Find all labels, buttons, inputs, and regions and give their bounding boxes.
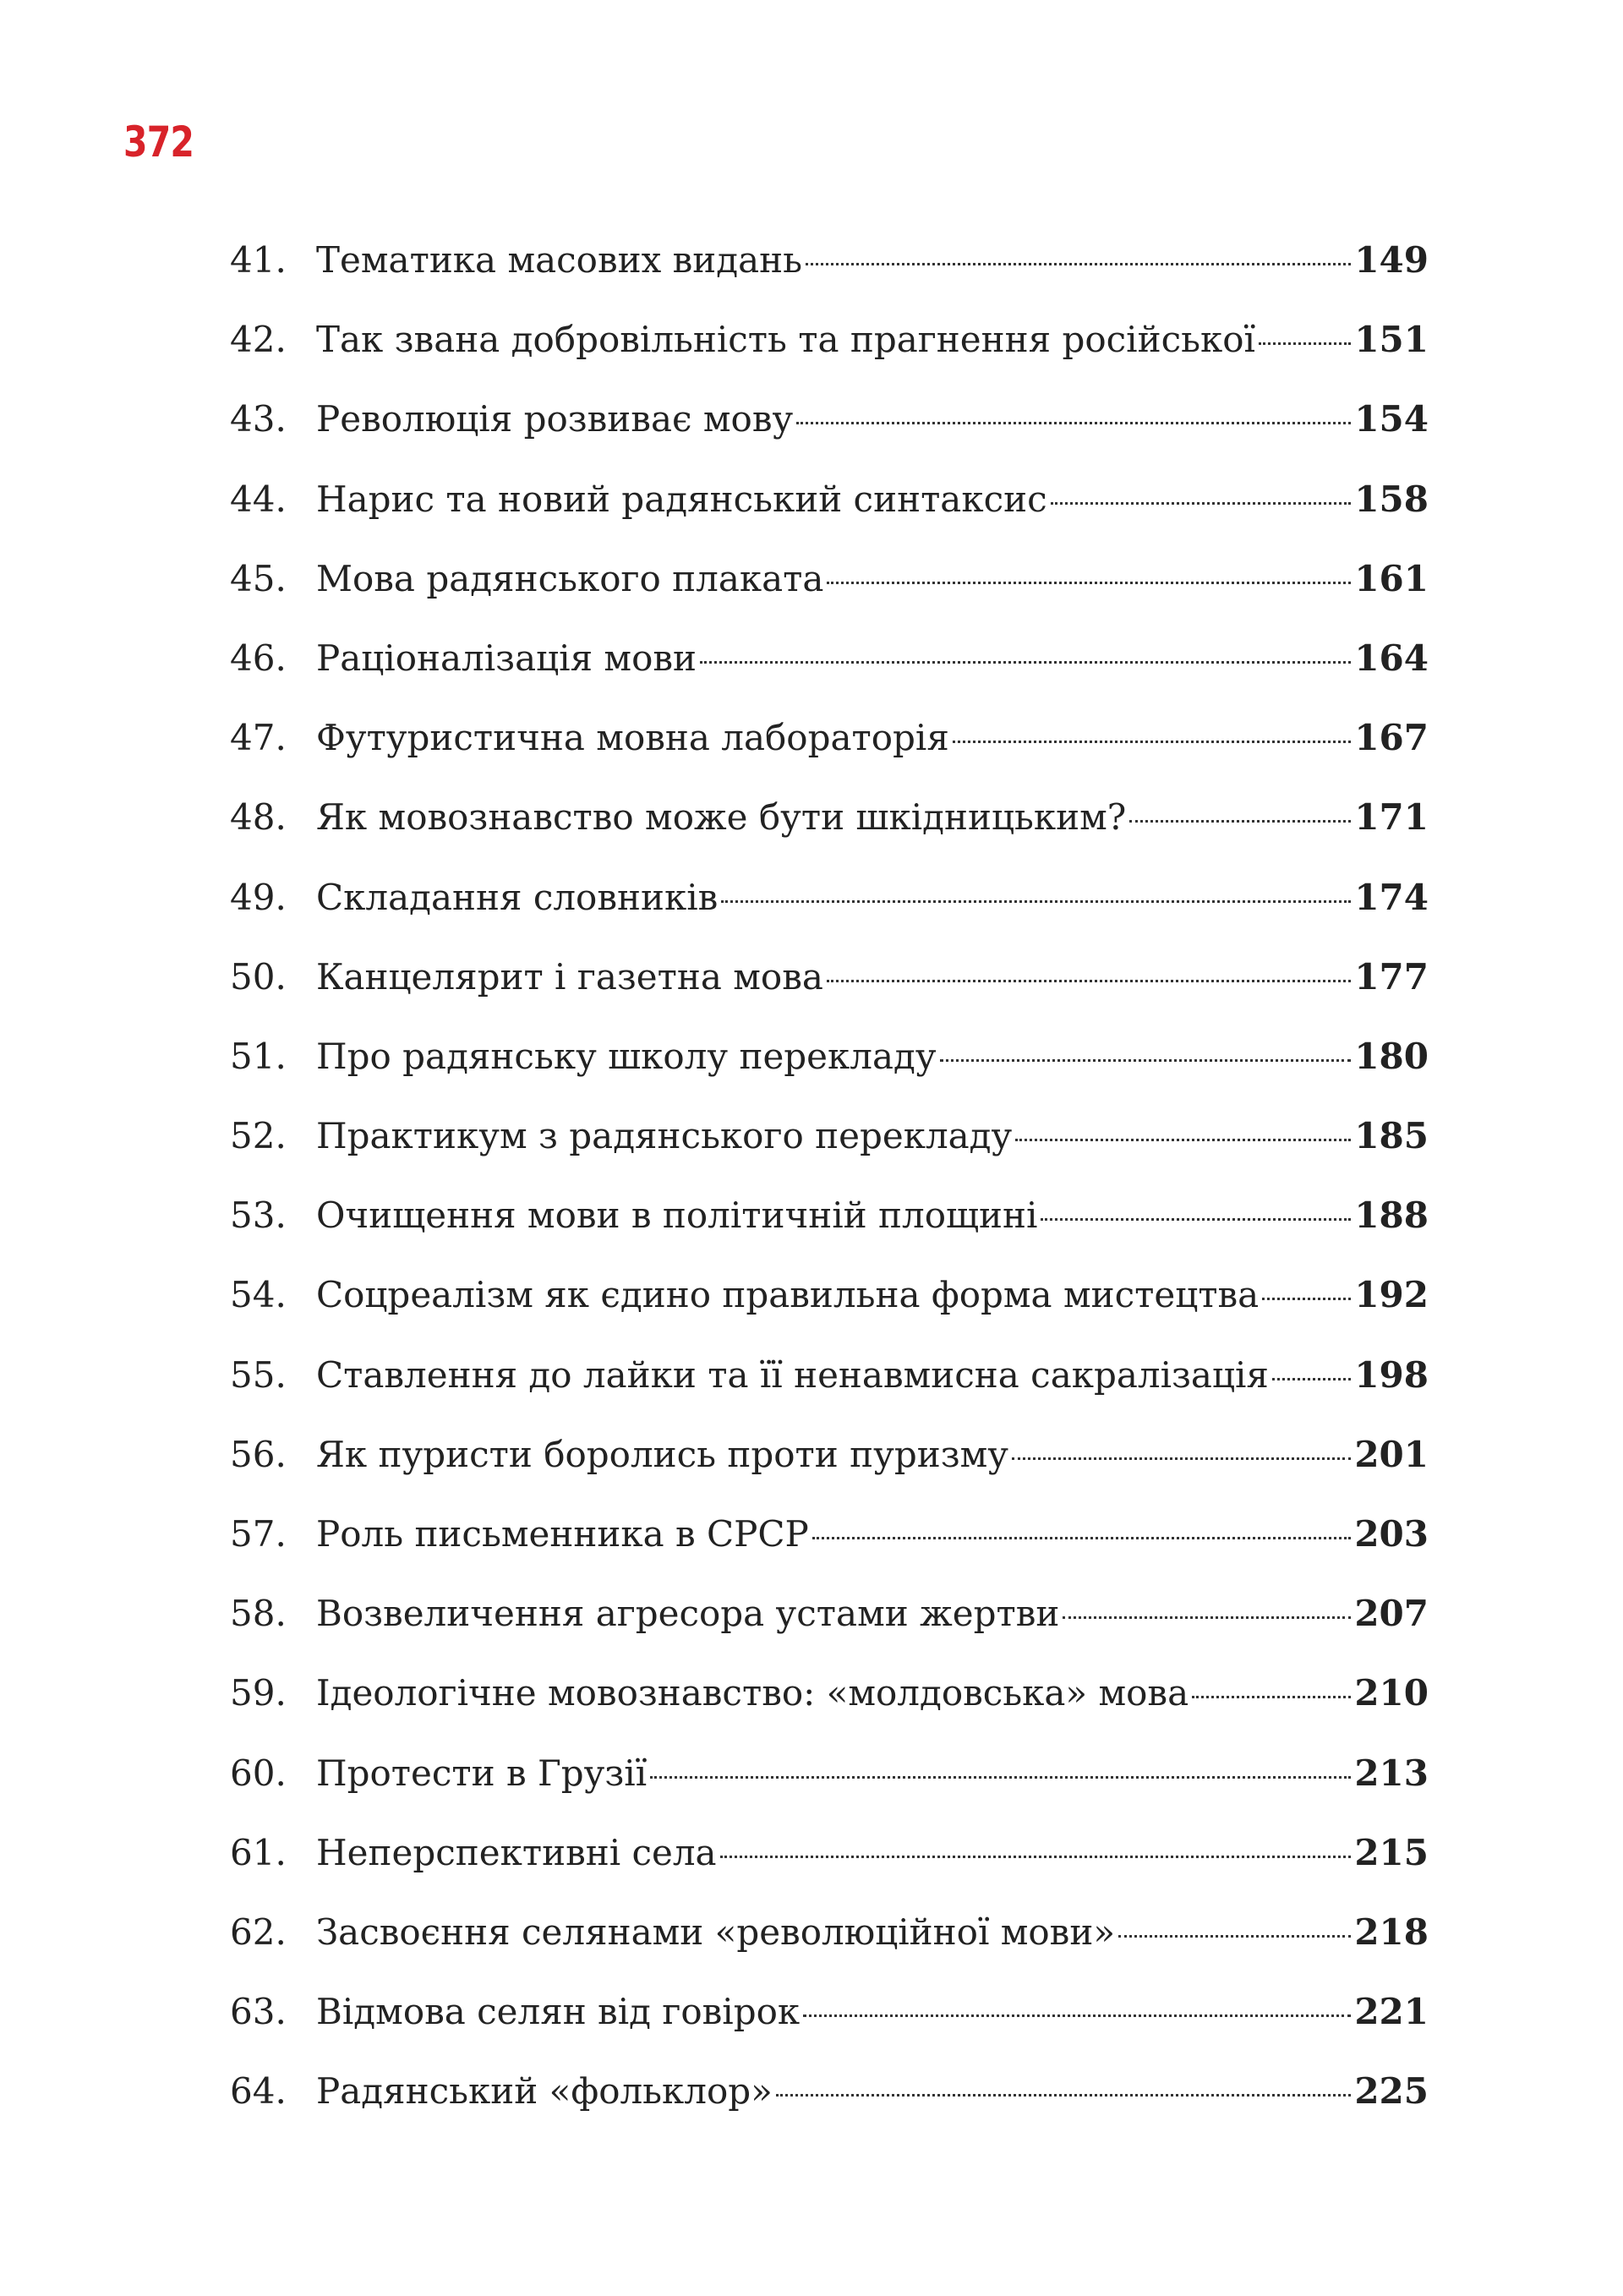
dot-leader [812,1537,1352,1539]
toc-entry-page: 171 [1354,796,1429,839]
toc-entry-page: 188 [1354,1194,1429,1237]
toc-entry [230,1987,1429,2066]
dot-leader [721,900,1351,903]
toc-entry [230,1907,1429,1987]
toc-entry-number: 50. [230,955,287,998]
dot-leader [700,661,1351,664]
toc-entry [230,792,1429,872]
toc-entry-page: 174 [1354,876,1429,918]
toc-entry-number: 41. [230,239,287,281]
toc-entry-page: 221 [1354,1991,1429,2033]
toc-entry-number: 62. [230,1911,287,1953]
toc-entry-number: 55. [230,1353,287,1396]
dot-leader [1063,1616,1351,1619]
toc-entry-title: Раціоналізація мови [316,637,697,679]
toc-entry [230,1111,1429,1190]
toc-entry-page: 177 [1354,955,1429,998]
toc-entry [230,872,1429,952]
table-of-contents [230,235,1429,2146]
toc-entry-page: 207 [1354,1593,1429,1635]
toc-entry-title: Так звана добровільність та прагнення російської [316,319,1255,361]
toc-entry-page: 201 [1354,1433,1429,1475]
toc-entry [230,1748,1429,1828]
toc-entry-page: 218 [1354,1911,1429,1953]
toc-entry [230,1588,1429,1668]
toc-entry-title: Протести в Грузії [316,1752,648,1794]
page-number: 372 [123,118,194,167]
dot-leader [1272,1378,1351,1380]
toc-entry [230,1430,1429,1509]
toc-entry-page: 210 [1354,1672,1429,1714]
toc-entry-page: 215 [1354,1831,1429,1873]
toc-entry-title: Про радянську школу перекладу [316,1035,937,1077]
toc-entry-title: Неперспективні села [316,1831,717,1873]
dot-leader [1118,1935,1351,1938]
dot-leader [650,1776,1351,1779]
toc-entry-page: 198 [1354,1353,1429,1396]
dot-leader [827,582,1351,584]
toc-entry-page: 164 [1354,637,1429,679]
toc-entry-title: Засвоєння селянами «революційної мови» [316,1911,1116,1953]
dot-leader [1192,1696,1351,1698]
toc-entry-title: Ставлення до лайки та її ненавмисна сакралізація [316,1353,1269,1396]
dot-leader [1051,502,1352,505]
toc-entry-page: 149 [1354,239,1429,281]
toc-entry-title: Як пуристи боролись проти пуризму [316,1433,1008,1475]
toc-entry-number: 43. [230,398,287,440]
dot-leader [1041,1218,1351,1221]
toc-entry-title: Возвеличення агресора устами жертви [316,1593,1060,1635]
toc-entry-title: Мова радянського плаката [316,557,824,599]
toc-entry-page: 161 [1354,557,1429,599]
toc-entry-number: 58. [230,1593,287,1635]
toc-entry [230,1031,1429,1111]
toc-entry-number: 63. [230,1991,287,2033]
toc-entry-page: 167 [1354,717,1429,759]
dot-leader [1129,820,1351,823]
toc-entry-page: 192 [1354,1274,1429,1316]
toc-entry-title: Очищення мови в політичній площині [316,1194,1038,1237]
toc-entry-page: 203 [1354,1513,1429,1555]
toc-entry [230,713,1429,792]
toc-entry [230,1350,1429,1430]
toc-entry-number: 49. [230,876,287,918]
toc-entry-page: 225 [1354,2070,1429,2113]
dot-leader [806,263,1351,265]
toc-entry-title: Відмова селян від говірок [316,1991,801,2033]
dot-leader [776,2094,1352,2096]
toc-entry [230,235,1429,314]
toc-entry [230,554,1429,633]
toc-entry-title: Нарис та новий радянський синтаксис [316,478,1047,520]
dot-leader [1015,1139,1351,1141]
toc-entry-page: 180 [1354,1035,1429,1077]
toc-entry-title: Соцреалізм як єдино правильна форма мистецтва [316,1274,1260,1316]
toc-entry-number: 59. [230,1672,287,1714]
toc-entry [230,394,1429,473]
toc-entry [230,1668,1429,1747]
toc-entry-number: 56. [230,1433,287,1475]
toc-entry [230,474,1429,554]
toc-entry-number: 57. [230,1513,287,1555]
dot-leader [720,1856,1352,1858]
toc-entry-number: 45. [230,557,287,599]
toc-entry-number: 42. [230,319,287,361]
toc-entry-number: 47. [230,717,287,759]
toc-entry-title: Ідеологічне мовознавство: «молдовська» мова [316,1672,1189,1714]
toc-entry-page: 158 [1354,478,1429,520]
dot-leader [1262,1298,1351,1300]
toc-entry-title: Канцелярит і газетна мова [316,955,823,998]
toc-entry-title: Радянський «фольклор» [316,2070,773,2113]
dot-leader [803,2014,1351,2017]
toc-entry-title: Роль письменника в СРСР [316,1513,809,1555]
toc-entry-title: Футуристична мовна лабораторія [316,717,949,759]
toc-entry-number: 46. [230,637,287,679]
toc-entry-page: 154 [1354,398,1429,440]
toc-entry-title: Революція розвиває мову [316,398,794,440]
dot-leader [796,422,1351,424]
toc-entry-title: Складання словників [316,876,719,918]
toc-entry [230,2066,1429,2146]
toc-entry [230,1828,1429,1907]
toc-entry-number: 51. [230,1035,287,1077]
dot-leader [827,980,1351,982]
toc-entry-number: 52. [230,1115,287,1157]
toc-entry [230,633,1429,713]
toc-entry-page: 185 [1354,1115,1429,1157]
toc-entry-number: 48. [230,796,287,839]
toc-entry-number: 64. [230,2070,287,2113]
toc-entry-page: 151 [1354,319,1429,361]
toc-entry-title: Практикум з радянського перекладу [316,1115,1013,1157]
toc-entry-number: 44. [230,478,287,520]
toc-entry [230,1509,1429,1588]
toc-entry-number: 60. [230,1752,287,1794]
toc-entry-page: 213 [1354,1752,1429,1794]
toc-entry-number: 54. [230,1274,287,1316]
dot-leader [1259,342,1351,345]
toc-entry [230,1270,1429,1349]
dot-leader [940,1059,1352,1062]
dot-leader [1012,1457,1351,1460]
toc-entry [230,1190,1429,1270]
toc-entry [230,952,1429,1031]
toc-entry-number: 53. [230,1194,287,1237]
toc-entry-number: 61. [230,1831,287,1873]
toc-entry-title: Як мовознавство може бути шкідницьким? [316,796,1127,839]
toc-entry-title: Тематика масових видань [316,239,803,281]
dot-leader [953,741,1351,743]
toc-entry [230,314,1429,394]
